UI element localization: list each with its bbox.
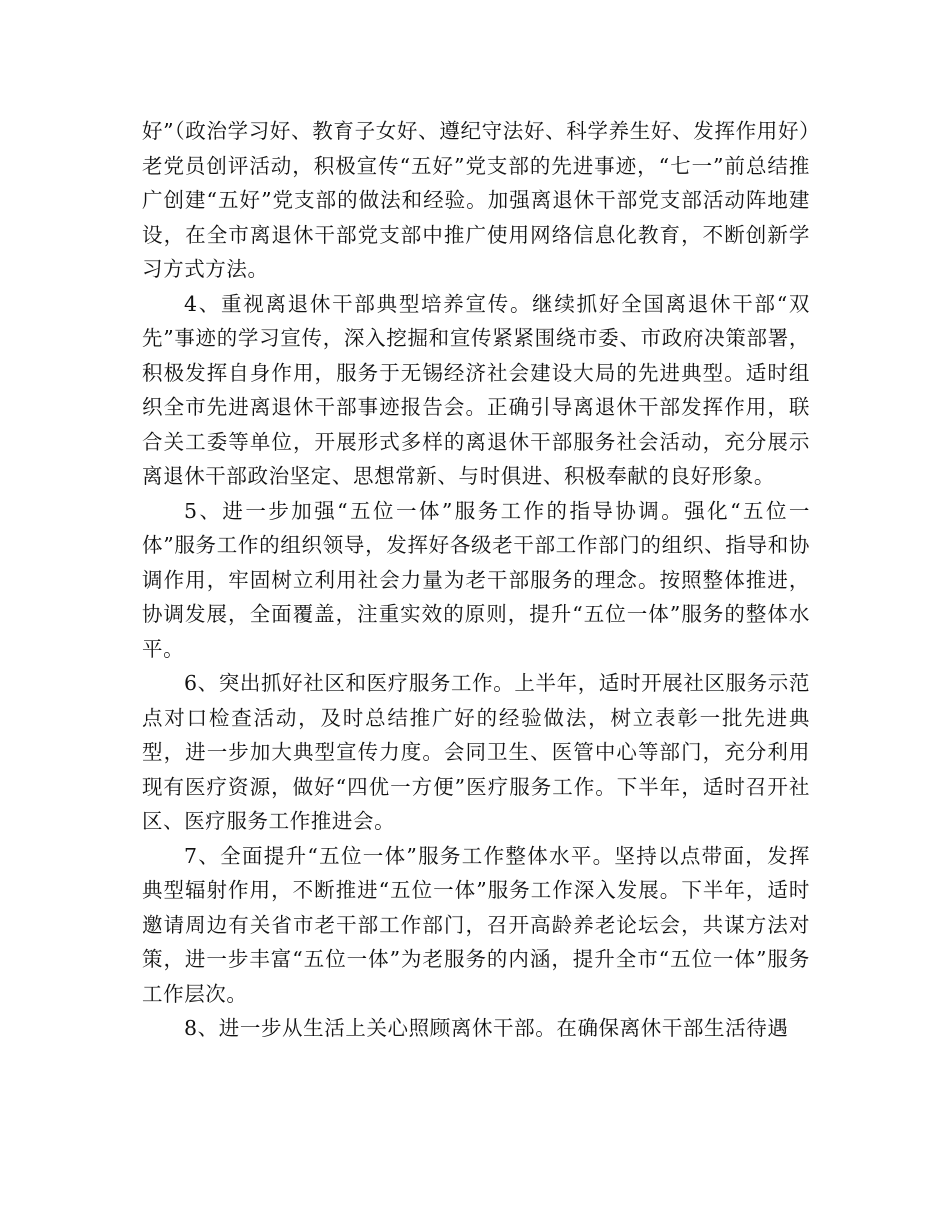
paragraph-item-6: 6、突出抓好社区和医疗服务工作。上半年，适时开展社区服务示范点对口检查活动，及时总结推广好的经验做法，树立表彰一批先进典型，进一步加大典型宣传力度。会同卫生、医管中心等部门，充分利用现有医疗资源，做好“四优一方便”医疗服务工作。下半年，适时召开社区、医疗服务工作推进会。 bbox=[142, 671, 810, 833]
paragraph-item-8: 8、进一步从生活上关心照顾离休干部。在确保离休干部生活待遇 bbox=[184, 1016, 789, 1040]
paragraph-item-4: 4、重视离退休干部典型培养宣传。继续抓好全国离退休干部“双先”事迹的学习宣传，深入挖掘和宣传紧紧围绕市委、市政府决策部署，积极发挥自身作用，服务于无锡经济社会建设大局的先进典型。适时组织全市先进离退休干部事迹报告会。正确引导离退休干部发挥作用，联合关工委等单位，开展形式多样的离退休干部服务社会活动，充分展示离退休干部政治坚定、思想常新、与时俱进、积极奉献的良好形象。 bbox=[142, 291, 810, 488]
paragraph-continuation: 好”（政治学习好、教育子女好、遵纪守法好、科学养生好、发挥作用好）老党员创评活动，积极宣传“五好”党支部的先进事迹，“七一”前总结推广创建“五好”党支部的做法和经验。加强离退休干部党支部活动阵地建设，在全市离退休干部党支部中推广使用网络信息化教育，不断创新学习方式方法。 bbox=[142, 119, 810, 281]
paragraph-item-7: 7、全面提升“五位一体”服务工作整体水平。坚持以点带面，发挥典型辐射作用，不断推进“五位一体”服务工作深入发展。下半年，适时邀请周边有关省市老干部工作部门，召开高龄养老论坛会，共谋方法对策，进一步丰富“五位一体”为老服务的内涵，提升全市“五位一体”服务工作层次。 bbox=[142, 843, 810, 1006]
document-page bbox=[142, 114, 810, 1046]
paragraph-item-5: 5、进一步加强“五位一体”服务工作的指导协调。强化“五位一体”服务工作的组织领导，发挥好各级老干部工作部门的组织、指导和协调作用，牢固树立利用社会力量为老干部服务的理念。按照整体推进，协调发展，全面覆盖，注重实效的原则，提升“五位一体”服务的整体水平。 bbox=[142, 498, 810, 661]
